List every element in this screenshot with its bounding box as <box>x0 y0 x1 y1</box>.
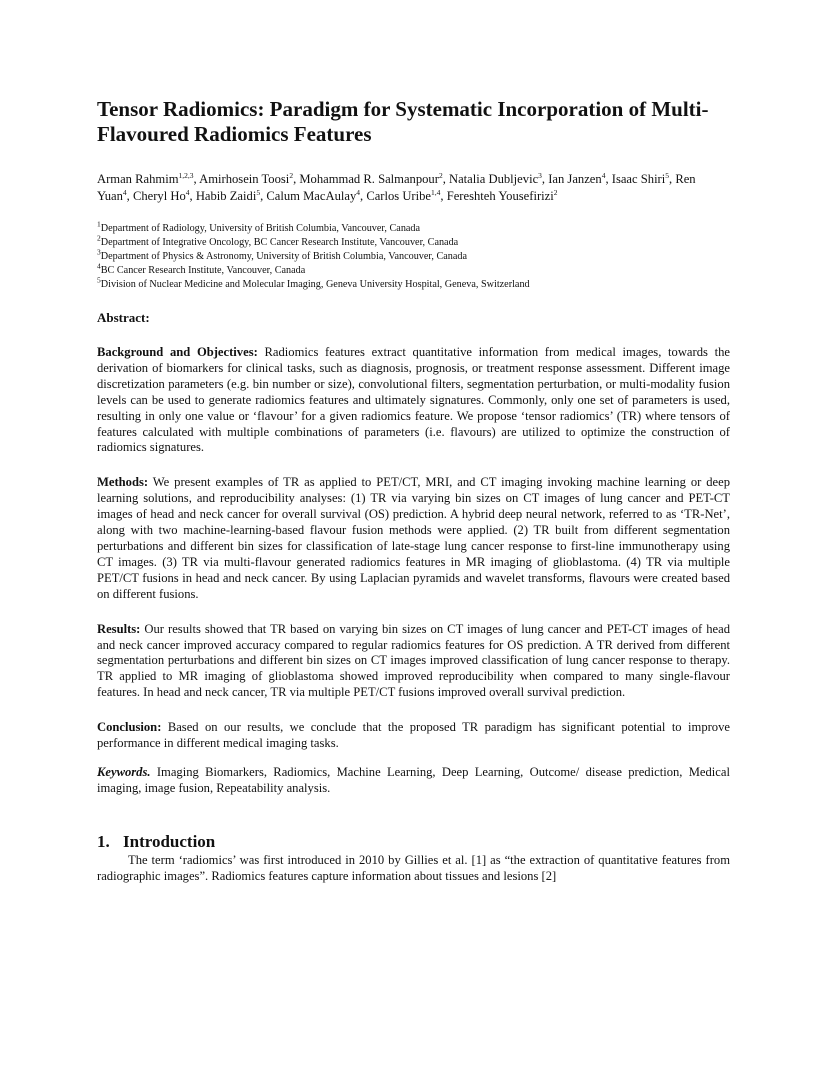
author-name: Mohammad R. Salmanpour <box>299 172 439 186</box>
author <box>196 189 260 203</box>
affiliation-list <box>97 219 730 292</box>
author-affiliation-marker: 1,4 <box>431 187 441 197</box>
conclusion-lead: Conclusion: <box>97 720 162 735</box>
author-affiliation-marker: 4 <box>122 187 127 197</box>
author <box>366 189 440 203</box>
affiliation-number: 4 <box>97 261 101 271</box>
author <box>133 189 190 203</box>
abstract-results <box>97 622 730 702</box>
author <box>199 172 293 186</box>
background-lead: Background and Objectives: <box>97 345 258 359</box>
author-name: Natalia Dubljevic <box>448 172 539 186</box>
paper-page <box>97 97 730 897</box>
conclusion-text: Based on our results, we conclude that the proposed TR paradigm has significant potential to improve performance in different medical imaging tasks. <box>97 720 730 751</box>
affiliation-number: 2 <box>97 233 101 243</box>
author-affiliation-marker: 4 <box>601 170 606 180</box>
affiliation-text: Department of Physics & Astronomy, University of British Columbia, Vancouver, Canada <box>100 251 468 262</box>
author-affiliation-marker: 1,2,3 <box>178 170 194 180</box>
section-title: Introduction <box>123 831 216 851</box>
author <box>449 172 542 186</box>
section-heading <box>97 832 730 852</box>
affiliation-text: Division of Nuclear Medicine and Molecular Imaging, Geneva University Hospital, Geneva, Switzerland <box>100 279 530 290</box>
author-affiliation-marker: 4 <box>185 187 190 197</box>
keywords-text: Imaging Biomarkers, Radiomics, Machine Learning, Deep Learning, Outcome/ disease prediction, Medical imaging, image fusion, Repeatability analysis. <box>97 764 730 795</box>
author-name: Amirhosein Toosi <box>199 172 290 186</box>
author-affiliation-marker: 5 <box>665 170 670 180</box>
author-affiliation-marker: 5 <box>256 187 261 197</box>
abstract-background <box>97 345 730 456</box>
methods-text: We present examples of TR as applied to PET/CT, MRI, and CT imaging invoking machine learning or deep learning solutions, and reproducibility analyses: (1) TR via varying bin sizes on CT images of lung cancer and PET-CT images of head and neck cancer for overall survival (OS) prediction. A hybrid deep neural network, referred to as ‘TR-Net’, along with two machine-learning-based flavour fusion methods were applied. (2) TR built from different segmentation perturbations and different bin sizes for classification of late-stage lung cancer response to first-line immunotherapy using CT images. (3) TR via multi-flavour generated radiomics features in MR imaging of glioblastoma. (4) TR via multiple PET/CT fusions in head and neck cancer. By using Laplacian pyramids and wavelet transforms, flavours were created based on different fusions. <box>97 475 731 601</box>
author-name: Carlos Uribe <box>366 189 432 203</box>
author-affiliation-marker: 2 <box>553 187 558 197</box>
author-name: Ian Janzen <box>548 172 602 186</box>
author <box>97 172 194 186</box>
affiliation-number: 1 <box>97 219 101 229</box>
author <box>548 172 605 186</box>
methods-lead: Methods: <box>97 475 149 490</box>
section-number: 1. <box>97 831 110 851</box>
background-text: Radiomics features extract quantitative information from medical images, towards the derivation of biomarkers for clinical tasks, such as diagnosis, prognosis, or treatment response assessment. Different image discretization parameters (e.g. bin number or size), convolutional filters, segmentation perturbation, or multi-modality fusion levels can be used to generate radiomics features and ultimately signatures. Commonly, only one set of parameters is used, resulting in only one value or ‘flavour’ for a given radiomics feature. We propose ‘tensor radiomics’ (TR) where tensors of features calculated with multiple combinations of parameters (i.e. flavours) are utilized to optimize the construction of radiomics signatures. <box>97 345 730 455</box>
affiliation <box>97 247 730 264</box>
abstract-heading: Abstract: <box>97 310 150 325</box>
affiliation <box>97 233 730 250</box>
author-affiliation-marker: 3 <box>538 170 542 180</box>
author-name: Arman Rahmim <box>97 172 179 186</box>
affiliation-number: 5 <box>97 275 101 285</box>
affiliation-text: Department of Radiology, University of British Columbia, Vancouver, Canada <box>100 223 421 234</box>
paper-title: Tensor Radiomics: Paradigm for Systematic Incorporation of Multi-Flavoured Radiomics Features <box>97 97 709 146</box>
author <box>447 189 558 203</box>
affiliation-number: 3 <box>97 247 101 257</box>
abstract-methods <box>97 475 730 602</box>
affiliation <box>97 275 730 292</box>
author-name: Cheryl Ho <box>132 189 186 203</box>
author <box>266 189 360 203</box>
affiliation-text: BC Cancer Research Institute, Vancouver, Canada <box>100 265 306 276</box>
author-name: Calum MacAulay <box>266 189 357 203</box>
author-affiliation-marker: 2 <box>438 170 443 180</box>
keywords <box>97 765 730 797</box>
affiliation <box>97 261 730 278</box>
author <box>299 172 442 186</box>
author-name: Fereshteh Yousefirizi <box>446 189 554 203</box>
introduction-text: The term ‘radiomics’ was first introduced in 2010 by Gillies et al. [1] as “the extraction of quantitative features from radiographic images”. Radiomics features capture information about tissues and lesions [2] <box>97 852 730 883</box>
author <box>612 172 669 186</box>
author-list: Arman Rahmim$^{1,2,3}$, Amirhosein Toosi$^2$, Mohammad R. Salmanpour$^2$, Natalia Dubljevic$^3$, Ian Janzen$^4$, Isaac Shiri$^5$, Ren Yuan$^4$, Cheryl Ho$^4$, Habib Zaidi$^5$, Calum MacAulay$^4$, Carlos Uribe$^{1,4}$, Fereshteh Yousefirizi$^2$ <box>97 170 696 203</box>
author-affiliation-marker: 4 <box>356 187 361 197</box>
author-name: Habib Zaidi <box>195 189 257 203</box>
results-lead: Results: <box>97 621 141 636</box>
author-name: Ren Yuan <box>97 172 696 203</box>
author-name: Isaac Shiri <box>611 172 666 186</box>
keywords-lead: Keywords. <box>97 764 151 779</box>
results-text: Our results showed that TR based on varying bin sizes on CT images of lung cancer and PET-CT images of head and neck cancer improved accuracy compared to regular radiomics features for OS prediction. A TR derived from different segmentation perturbations and different bin sizes on CT images improved classification of lung cancer response to therapy. TR applied to MR imaging of glioblastoma showed improved reproducibility when compared to many single-flavour features. In head and neck cancer, TR via multiple PET/CT fusions improved overall survival prediction. <box>97 621 730 700</box>
affiliation <box>97 219 730 236</box>
affiliation-text: Department of Integrative Oncology, BC Cancer Research Institute, Vancouver, Canada <box>100 237 459 248</box>
abstract-conclusion <box>97 720 730 752</box>
author-affiliation-marker: 2 <box>289 170 294 180</box>
